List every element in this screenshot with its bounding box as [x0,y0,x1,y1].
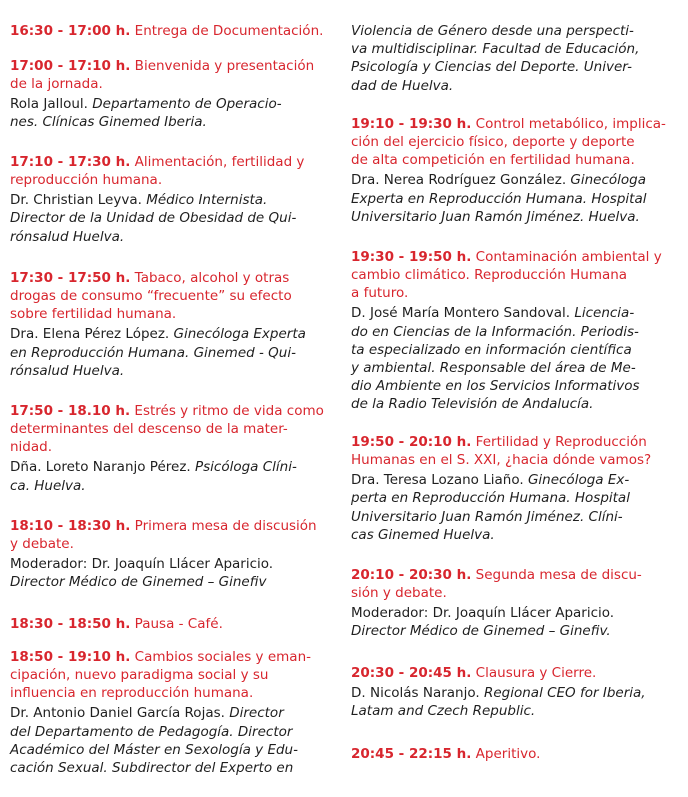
session-title: cambio climático. Reproducción Humana [351,267,628,284]
speaker-role: ca. Huelva. [10,477,86,494]
session-time: 20:45 - 22:15 h. [351,746,472,762]
speaker-line [351,22,681,40]
session-title-line [10,287,338,305]
session-title: influencia en reproducción humana. [10,685,254,702]
schedule-entry [10,57,338,132]
session-time: 19:50 - 20:10 h. [351,434,472,450]
session-time: 17:00 - 17:10 h. [10,58,131,74]
speaker-line [351,508,681,526]
speaker-line [10,209,338,227]
session-title-line [351,266,681,284]
speaker-line [351,171,681,189]
speaker-line [10,95,338,113]
session-title-line [10,420,338,438]
session-title-line [351,433,681,451]
speaker-line [351,58,681,76]
speaker-role: del Departamento de Pedagogía. Director [10,723,293,740]
session-title: Tabaco, alcohol y otras [130,270,290,286]
speaker-role: dio Ambiente en los Servicios Informativos [351,378,640,395]
session-title-line [10,666,338,684]
session-time: 19:10 - 19:30 h. [351,116,472,132]
speaker-line [351,77,681,95]
speaker-line [351,377,681,395]
speaker-line [351,341,681,359]
speaker-name: D. Nicolás Naranjo. [351,684,484,701]
session-time: 18:30 - 18:50 h. [10,616,131,632]
speaker-role: Universitario Juan Ramón Jiménez. Huelva. [351,208,640,225]
speaker-role: Psicología y Ciencias del Deporte. Univer- [351,59,632,76]
speaker-line [10,344,338,362]
speaker-role: Director [229,705,284,722]
speaker-name: Dra. Elena Pérez López. [10,326,174,343]
schedule-entry [10,517,338,592]
schedule-entry [10,153,338,246]
session-title-line [10,153,338,171]
session-title-line [10,305,338,323]
speaker-role: perta en Reproducción Humana. Hospital [351,490,630,507]
speaker-role: dad de Huelva. [351,77,454,94]
speaker-name: Dra. Teresa Lozano Liaño. [351,472,528,489]
speaker-role: Académico del Máster en Sexología y Edu- [10,741,298,758]
speaker-role: Violencia de Género desde una perspecti- [351,23,634,39]
speaker-role: ta especializado en información científica [351,341,632,358]
speaker-role: do en Ciencias de la Información. Periodis- [351,323,639,340]
speaker-role: en Reproducción Humana. Ginemed - Qui- [10,344,296,361]
schedule-entry [10,22,338,40]
speaker-role: Médico Internista. [146,192,268,209]
speaker-line [10,191,338,209]
speaker-line [10,759,338,777]
session-title-line [351,451,681,469]
speaker-line [351,702,681,720]
speaker-role: Director de la Unidad de Obesidad de Qui- [10,210,297,227]
schedule-entry [351,664,681,720]
speaker-line [351,208,681,226]
speaker-line [10,704,338,722]
session-title-line [351,151,681,169]
session-title: Entrega de Documentación. [130,23,324,39]
speaker-line [10,477,338,495]
speaker-role: de la Radio Televisión de Andalucía. [351,396,594,413]
session-title-line [10,269,338,287]
speaker-line [10,228,338,246]
speaker-role: Director Médico de Ginemed – Ginefiv. [351,623,611,640]
speaker-line [10,113,338,131]
speaker-line [10,325,338,343]
speaker-line [351,471,681,489]
speaker-role: Regional CEO for Iberia, [483,684,646,701]
session-title: Contaminación ambiental y [471,249,662,265]
schedule-entry [10,402,338,495]
session-title: ción del ejercicio físico, deporte y deporte [351,134,635,151]
speaker-role: rónsalud Huelva. [10,362,125,379]
session-title: Primera mesa de discusión [130,518,317,534]
session-title-line [351,566,681,584]
speaker-name: Dr. Antonio Daniel García Rojas. [10,705,230,722]
speaker-role: va multidisciplinar. Facultad de Educación, [351,41,640,58]
session-title: Alimentación, fertilidad y [130,154,305,170]
session-time: 17:50 - 18.10 h. [10,403,131,419]
speaker-line [351,395,681,413]
speaker-name: Dra. Nerea Rodríguez González. [351,172,571,189]
session-title: Bienvenida y presentación [130,58,315,74]
speaker-role: Psicóloga Clíni- [195,459,297,476]
speaker-role: cas Ginemed Huelva. [351,526,495,543]
session-title-line [10,648,338,666]
schedule-entry [10,648,338,777]
speaker-line [351,526,681,544]
speaker-role: cación Sexual. Subdirector del Experto en [10,759,294,776]
schedule-entry [351,745,681,763]
session-title-line [10,438,338,456]
speaker-name: Moderador: Dr. Joaquín Llácer Aparicio. [351,605,615,622]
speaker-role: y ambiental. Responsable del área de Me- [351,359,636,376]
session-time: 17:10 - 17:30 h. [10,154,131,170]
schedule-entry [10,615,338,633]
session-time: 19:30 - 19:50 h. [351,249,472,265]
session-title: Fertilidad y Reproducción [471,434,647,450]
speaker-role: rónsalud Huelva. [10,228,125,245]
speaker-line [351,622,681,640]
session-title: y debate. [10,536,74,553]
speaker-name: Dr. Christian Leyva. [10,192,147,209]
speaker-line [10,362,338,380]
speaker-line [10,723,338,741]
session-title: Segunda mesa de discu- [471,567,642,583]
session-title: drogas de consumo “frecuente” su efecto [10,288,292,305]
session-time: 18:50 - 19:10 h. [10,649,131,665]
speaker-role: Experta en Reproducción Humana. Hospital [351,190,647,207]
session-time: 20:10 - 20:30 h. [351,567,472,583]
session-title-line [10,57,338,75]
speaker-role: Ginecóloga Ex- [527,472,630,489]
session-title-line [10,22,338,40]
speaker-role: Universitario Juan Ramón Jiménez. Clíni- [351,508,623,525]
session-title-line [351,664,681,682]
session-title-line [351,284,681,302]
speaker-line [351,684,681,702]
session-time: 17:30 - 17:50 h. [10,270,131,286]
session-title-line [10,402,338,420]
session-title: Cambios sociales y eman- [130,649,311,665]
session-title: reproducción humana. [10,172,163,189]
speaker-role: Latam and Czech Republic. [351,703,536,720]
session-title: cipación, nuevo paradigma social y su [10,667,269,684]
schedule-entry [351,248,681,413]
schedule-entry [351,22,681,95]
speaker-line [351,604,681,622]
session-title: Aperitivo. [471,746,541,762]
session-title: Pausa - Café. [130,616,223,632]
session-title: sobre fertilidad humana. [10,306,177,323]
speaker-line [351,323,681,341]
schedule-entry [351,115,681,226]
speaker-line [351,359,681,377]
schedule-entry [351,566,681,641]
session-title: a futuro. [351,285,409,302]
speaker-role: Ginecóloga Experta [173,326,306,343]
speaker-name: D. José María Montero Sandoval. [351,305,575,322]
speaker-line [10,573,338,591]
session-title-line [351,133,681,151]
session-title: Estrés y ritmo de vida como [130,403,324,419]
session-title-line [10,615,338,633]
speaker-name: Rola Jalloul. [10,96,93,113]
speaker-role: Licencia- [574,305,635,322]
speaker-role: Departamento de Operacio- [92,96,282,113]
session-title-line [351,745,681,763]
session-title: Clausura y Cierre. [471,665,597,681]
session-title: sión y debate. [351,585,447,602]
session-title-line [351,248,681,266]
session-title: nidad. [10,439,53,456]
session-title-line [351,115,681,133]
speaker-line [351,489,681,507]
speaker-role: Ginecóloga [570,172,647,189]
session-title: Humanas en el S. XXI, ¿hacia dónde vamos? [351,452,652,469]
session-title: determinantes del descenso de la mater- [10,421,288,438]
speaker-line [351,304,681,322]
session-time: 20:30 - 20:45 h. [351,665,472,681]
session-title-line [10,171,338,189]
session-title-line [10,75,338,93]
session-title-line [10,684,338,702]
session-title: Control metabólico, implica- [471,116,666,132]
session-title-line [10,535,338,553]
session-title-line [10,517,338,535]
session-title-line [351,584,681,602]
session-time: 18:10 - 18:30 h. [10,518,131,534]
session-time: 16:30 - 17:00 h. [10,23,131,39]
speaker-role: Director Médico de Ginemed – Ginefiv [10,574,267,591]
speaker-line [10,555,338,573]
speaker-name: Moderador: Dr. Joaquín Llácer Aparicio. [10,556,274,573]
speaker-role: nes. Clínicas Ginemed Iberia. [10,114,207,131]
session-title: de la jornada. [10,76,103,93]
speaker-name: Dña. Loreto Naranjo Pérez. [10,459,195,476]
speaker-line [10,458,338,476]
session-title: de alta competición en fertilidad humana. [351,152,635,169]
speaker-line [351,190,681,208]
schedule-entry [10,269,338,380]
speaker-line [351,40,681,58]
schedule-entry [351,433,681,544]
speaker-line [10,741,338,759]
